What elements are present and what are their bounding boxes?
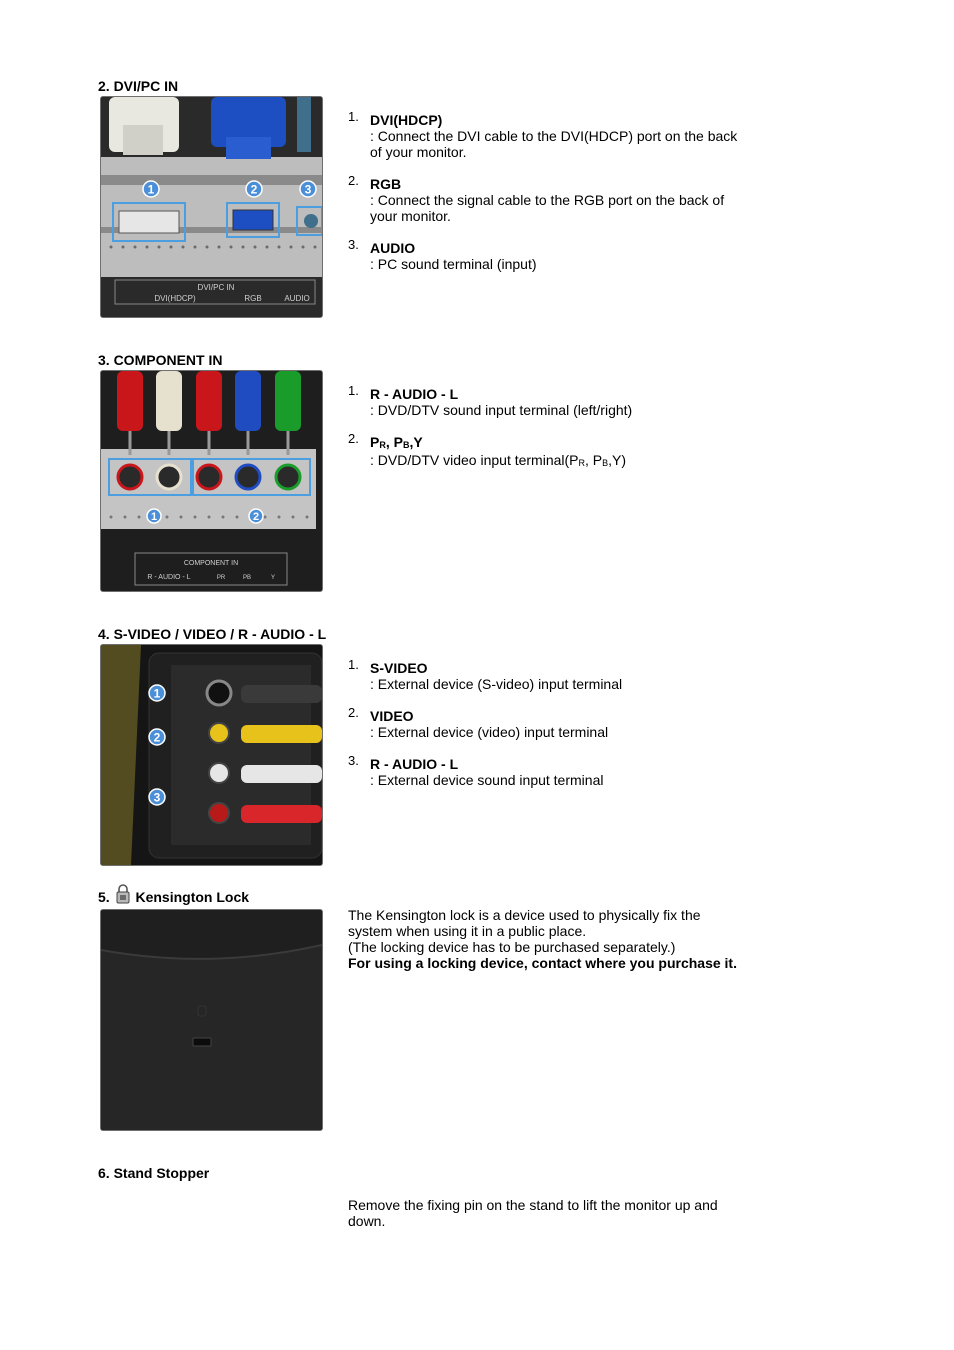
item-description: : External device sound input terminal <box>370 772 604 788</box>
item-title: VIDEO <box>370 708 414 724</box>
kensington-note: (The locking device has to be purchased separately.) <box>348 939 676 955</box>
panel-symbol-pb: PB <box>242 575 252 581</box>
badge-1: 1 <box>147 182 155 197</box>
panel-header: COMPONENT IN <box>183 560 239 567</box>
list-item <box>348 237 738 272</box>
panel-label-dvi: DVI(HDCP) <box>154 294 196 303</box>
list-item <box>348 109 738 160</box>
list-item <box>348 657 738 692</box>
section-kensington-lock <box>98 884 758 1134</box>
panel-header: DVI/PC IN <box>197 283 235 292</box>
section-title-text: Kensington Lock <box>135 889 250 905</box>
item-description: : External device (video) input terminal <box>370 724 609 740</box>
list-item <box>348 705 738 740</box>
item-title: S-VIDEO <box>370 660 428 676</box>
badge-2: 2 <box>153 730 161 745</box>
dvi-pc-in-photo <box>100 96 323 318</box>
list-item <box>348 431 738 470</box>
stand-stopper-text: Remove the fixing pin on the stand to lift the monitor up and down. <box>348 1197 718 1229</box>
section-title: 3. COMPONENT IN <box>98 352 223 368</box>
section-title: 2. DVI/PC IN <box>98 78 179 94</box>
badge-1: 1 <box>153 686 161 701</box>
list-item <box>348 383 738 418</box>
kensington-photo <box>100 909 323 1131</box>
item-title: DVI(HDCP) <box>370 112 443 128</box>
list-item <box>348 753 738 788</box>
item-title: $P_R$, $P_B,Y$ <box>370 434 423 450</box>
audio-plug <box>297 97 311 152</box>
svideo-photo <box>100 644 323 866</box>
section-dvi-pc-in <box>98 78 758 323</box>
badge-2: 2 <box>252 511 260 523</box>
item-number: 2. <box>348 705 359 720</box>
kensington-lock-icon <box>116 884 130 907</box>
panel-symbol-y: Y <box>270 575 276 581</box>
y-plug <box>275 371 301 431</box>
item-description: : DVD/DTV sound input terminal (left/right) <box>370 402 633 418</box>
item-title: RGB <box>370 176 402 192</box>
white-audio-plug <box>241 765 322 783</box>
video-plug <box>241 725 322 743</box>
white-audio-plug <box>156 371 182 431</box>
item-description: : External device (S-video) input terminal <box>370 676 623 692</box>
section-number: 5. <box>98 889 110 905</box>
item-description: : Connect the DVI cable to the DVI(HDCP) port on the back of your monitor. <box>370 128 738 160</box>
component-item-list <box>348 383 738 486</box>
section-title: 6. Stand Stopper <box>98 1165 210 1181</box>
pb-plug <box>235 371 261 431</box>
red-audio-plug <box>241 805 322 823</box>
kensington-text: The Kensington lock is a device used to physically fix the system when using it in a public place. <box>348 907 701 939</box>
item-number: 2. <box>348 173 359 188</box>
item-description: : DVD/DTV video input $terminal(P_R$, $P_B,Y$) <box>370 452 627 468</box>
kensington-contact-note: For using a locking device, contact where you purchase it. <box>348 955 737 971</box>
item-title: R - AUDIO - L <box>370 386 459 402</box>
item-title: AUDIO <box>370 240 416 256</box>
item-number: 2. <box>348 431 359 446</box>
item-description: : PC sound terminal (input) <box>370 256 537 272</box>
panel-label-rgb: RGB <box>244 294 262 303</box>
section-stand-stopper <box>98 1165 758 1245</box>
panel-symbol-pr: PR <box>216 575 226 581</box>
badge-1: 1 <box>150 511 158 523</box>
red-audio-plug <box>117 371 143 431</box>
panel-label-audio: AUDIO <box>284 294 310 303</box>
kensington-description <box>348 907 748 971</box>
panel-label-audio: R - AUDIO - L <box>147 574 191 581</box>
svideo-item-list <box>348 657 738 804</box>
item-number: 1. <box>348 383 359 398</box>
badge-3: 3 <box>304 182 312 197</box>
pr-plug <box>196 371 222 431</box>
svideo-plug <box>241 685 322 703</box>
dvi-item-list <box>348 109 738 288</box>
badge-2: 2 <box>250 182 258 197</box>
component-in-photo <box>100 370 323 592</box>
list-item <box>348 173 738 224</box>
section-component-in <box>98 352 758 597</box>
item-title: R - AUDIO - L <box>370 756 459 772</box>
item-number: 3. <box>348 753 359 768</box>
badge-3: 3 <box>153 790 161 805</box>
section-title <box>98 884 249 907</box>
item-number: 1. <box>348 657 359 672</box>
section-svideo <box>98 626 758 871</box>
section-title: 4. S-VIDEO / VIDEO / R - AUDIO - L <box>98 626 327 642</box>
item-number: 3. <box>348 237 359 252</box>
item-number: 1. <box>348 109 359 124</box>
item-description: : Connect the signal cable to the RGB port on the back of your monitor. <box>370 192 725 224</box>
